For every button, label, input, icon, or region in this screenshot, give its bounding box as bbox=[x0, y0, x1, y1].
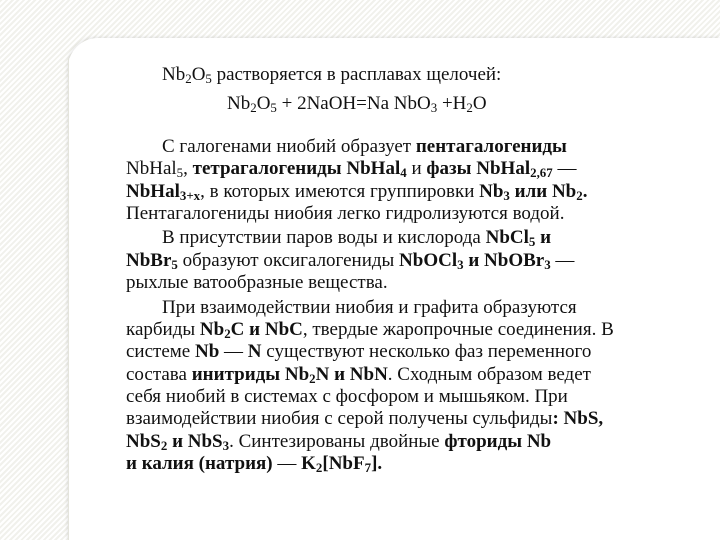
dissolution-text: растворяется в расплавах щелочей: bbox=[216, 64, 502, 85]
reaction-equation: $Nb_2O_5$ + 2NaOH=Na $NbO_3 +H_2O$ bbox=[227, 93, 487, 116]
paragraph-oxyhalides-line-1: В присутствии паров воды и кислорода NbCl$_5$ и bbox=[162, 227, 552, 250]
paragraph-halogens-line-2: NbHal$_5$, тетрагалогениды NbHal$_4$ и фазы NbHal$_{2,67}$ — bbox=[126, 158, 577, 181]
paragraph-halogens-line-3: NbHal$_{3+x}$, в которых имеются группировки $Nb_3$ или $Nb_2$. bbox=[126, 180, 588, 203]
paragraph-carbides-line-7: NbS$_2$ и NbS$_3$. Синтезированы двойные фториды Nb bbox=[126, 430, 552, 454]
paragraph-halogens bbox=[126, 136, 696, 226]
paragraph-halogens-line-1: С галогенами ниобий образует пентагалогениды bbox=[162, 135, 567, 157]
panel-border-line bbox=[68, 58, 77, 540]
paragraph-carbides-line-3: системе Nb — N существуют несколько фаз переменного bbox=[126, 341, 592, 363]
dissolution-statement: $Nb_2O_5$ растворяется в расплавах щелочей: bbox=[162, 64, 502, 87]
paragraph-carbides-line-4: состава инитриды $Nb_2N$ и NbN. Сходным образом ведет bbox=[126, 363, 591, 386]
slide-text bbox=[126, 64, 696, 476]
equation-part-1: + 2NaOH=Na NbO bbox=[281, 93, 431, 115]
paragraph-oxyhalides-line-3: рыхлые ватообразные вещества. bbox=[126, 272, 388, 294]
paragraph-carbides-line-5: себя ниобий в системах с фосфором и мышьяком. При bbox=[126, 386, 568, 408]
paragraph-halogens-line-4: Пентагалогениды ниобия легко гидролизуются водой. bbox=[126, 202, 565, 224]
equation-part-3: O bbox=[472, 93, 487, 115]
paragraph-carbides-line-8: и калия (натрия) — $K_2[NbF_7]$. bbox=[126, 453, 383, 476]
paragraph-oxyhalides-line-2: NbBr$_5$ образуют оксигалогениды NbOCl$_3$ и NbOBr$_3$ — bbox=[126, 249, 575, 272]
paragraph-carbides-line-2: карбиды $Nb_2C$ и NbC, твердые жаропрочные соединения. В bbox=[126, 318, 614, 342]
paragraph-oxyhalides bbox=[126, 227, 696, 294]
paragraph-carbides bbox=[126, 297, 696, 476]
paragraph-carbides-line-1: При взаимодействии ниобия и графита образуются bbox=[162, 296, 577, 318]
equation-part-2: +H bbox=[441, 93, 467, 115]
paragraph-carbides-line-6: взаимодействии ниобия с серой получены сульфиды: NbS, bbox=[126, 408, 604, 430]
